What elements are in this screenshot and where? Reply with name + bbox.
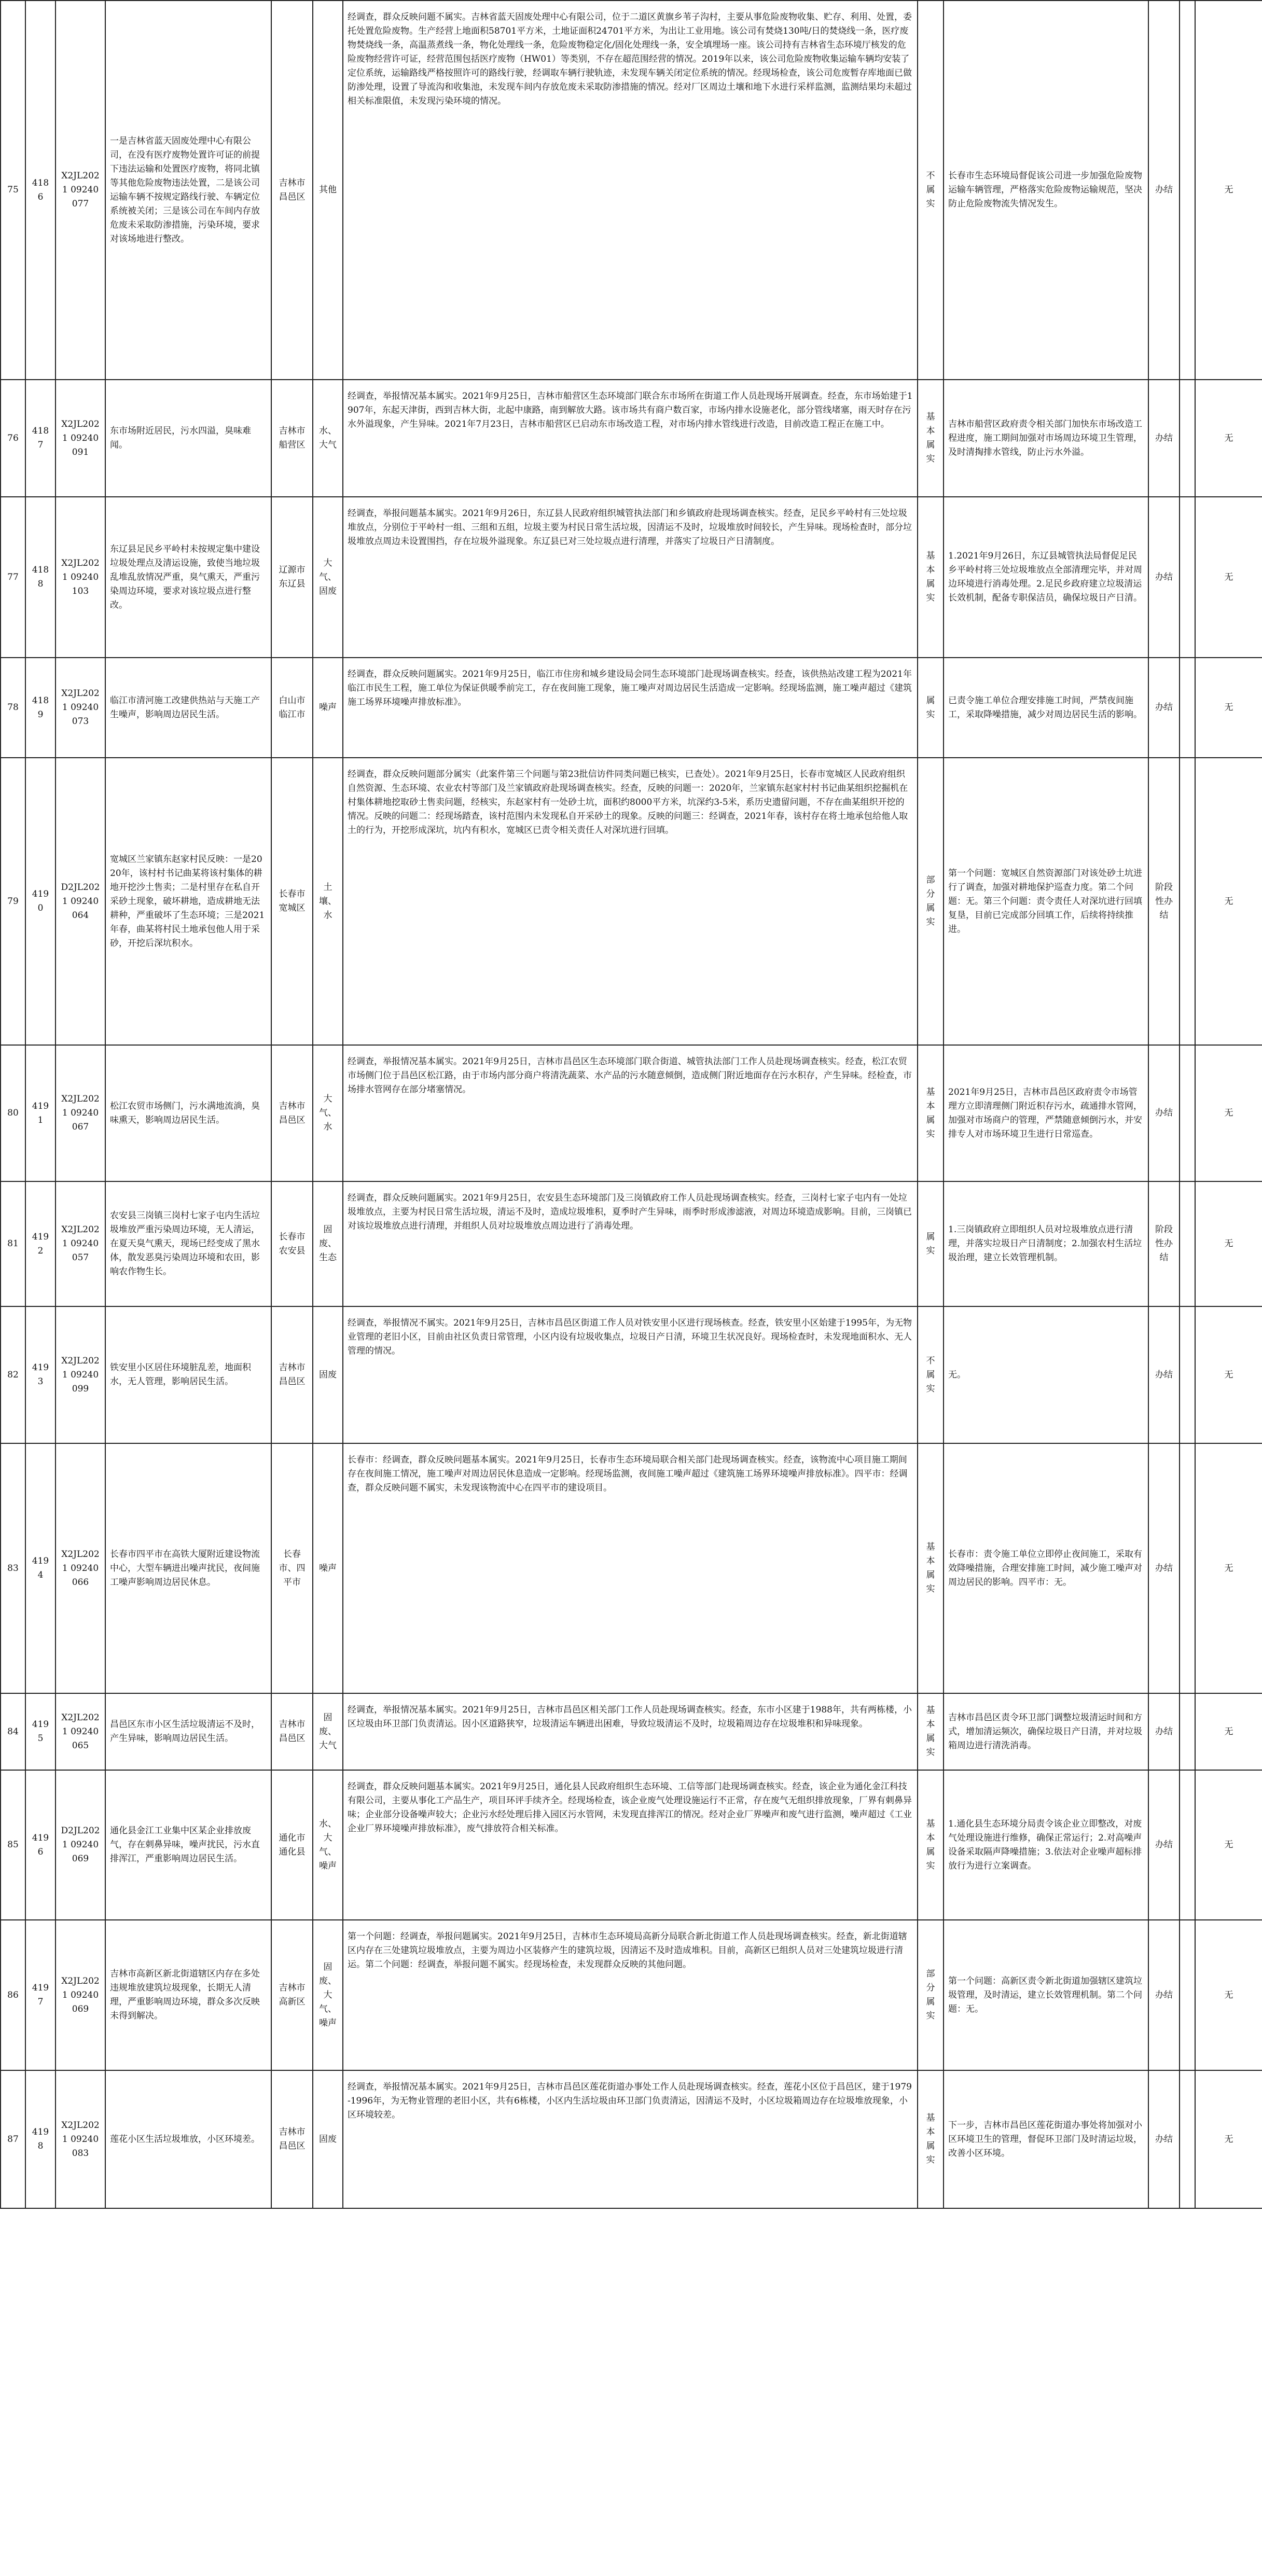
table-body xyxy=(1,1,1262,2208)
summary-cell: 吉林市高新区新北街道辖区内存在多处违规堆放建筑垃圾现象，长期无人清理，严重影响周边环境，群众多次反映未得到解决。 xyxy=(105,1920,271,2070)
gap-cell xyxy=(1180,1770,1195,1920)
code-cell: X2JL2021 09240077 xyxy=(56,1,105,380)
gap-cell xyxy=(1180,497,1195,658)
verdict-cell: 部分属实 xyxy=(918,1920,944,2070)
handling-cell: 1.三岗镇政府立即组织人员对垃圾堆放点进行清理，并落实垃圾日产日清制度；2.加强农村生活垃圾治理，建立长效管理机制。 xyxy=(944,1181,1148,1306)
region-cell: 通化市通化县 xyxy=(271,1770,313,1920)
gap-cell xyxy=(1180,1920,1195,2070)
verdict-cell: 基本属实 xyxy=(918,497,944,658)
detail-cell: 经调查，举报情况基本属实。2021年9月25日，吉林市昌邑区相关部门工作人员赴现场调查核实。经查，东市小区建于1988年，共有两栋楼，小区垃圾由环卫部门负责清运。因小区道路狭窄，垃圾清运车辆进出困难，导致垃圾清运不及时，垃圾箱周边存在垃圾堆积和异味现象。 xyxy=(343,1693,918,1770)
duty-cell: 无 xyxy=(1195,1770,1262,1920)
duty-cell: 无 xyxy=(1195,1693,1262,1770)
duty-cell: 无 xyxy=(1195,497,1262,658)
summary-cell: 莲花小区生活垃圾堆放，小区环境差。 xyxy=(105,2070,271,2208)
id-cell: 4196 xyxy=(25,1770,56,1920)
seq-cell: 85 xyxy=(1,1770,25,1920)
table-row xyxy=(1,380,1262,497)
id-cell: 4186 xyxy=(25,1,56,380)
region-cell: 吉林市高新区 xyxy=(271,1920,313,2070)
region-cell: 长春市、四平市 xyxy=(271,1443,313,1693)
type-cell: 固废、大气 xyxy=(313,1693,343,1770)
gap-cell xyxy=(1180,1306,1195,1443)
type-cell: 噪声 xyxy=(313,658,343,758)
table-row xyxy=(1,1,1262,380)
region-cell: 长春市宽城区 xyxy=(271,758,313,1045)
table-row xyxy=(1,2070,1262,2208)
table-row xyxy=(1,758,1262,1045)
verdict-cell: 基本属实 xyxy=(918,1693,944,1770)
type-cell: 固废、大气、噪声 xyxy=(313,1920,343,2070)
verdict-cell: 属实 xyxy=(918,658,944,758)
seq-cell: 77 xyxy=(1,497,25,658)
summary-cell: 松江农贸市场侧门，污水满地流淌，臭味熏天，影响周边居民生活。 xyxy=(105,1045,271,1181)
type-cell: 固废 xyxy=(313,2070,343,2208)
summary-cell: 通化县金江工业集中区某企业排放废气，存在刺鼻异味，噪声扰民，污水直排浑江，严重影响周边居民生活。 xyxy=(105,1770,271,1920)
duty-cell: 无 xyxy=(1195,2070,1262,2208)
region-cell: 长春市农安县 xyxy=(271,1181,313,1306)
verdict-cell: 基本属实 xyxy=(918,1443,944,1693)
detail-cell: 经调查，群众反映问题部分属实（此案件第三个问题与第23批信访件同类问题已核实，已查处）。2021年9月25日，长春市宽城区人民政府组织自然资源、生态环境、农业农村等部门及兰家镇政府赴现场调查核实。经查，反映的问题一：2020年，兰家镇东赵家村村书记曲某组织挖掘机在村集体耕地挖取砂土售卖问题，经核实，东赵家村有一处砂土坑，面积约8000平方米，坑深约3-5米，系历史遗留问题，不存在曲某组织开挖的情况。反映的问题二：经现场踏查，该村范围内未发现私自开采砂土的现象。反映的问题三：经调查，2021年春，该村存在将土地承包给他人取土的行为，开挖形成深坑，坑内有积水，宽城区已责令相关责任人对深坑进行回填。 xyxy=(343,758,918,1045)
summary-cell: 临江市清河施工改建供热站与天施工产生噪声，影响周边居民生活。 xyxy=(105,658,271,758)
id-cell: 4187 xyxy=(25,380,56,497)
gap-cell xyxy=(1180,658,1195,758)
status-cell: 办结 xyxy=(1148,1045,1180,1181)
code-cell: X2JL2021 09240083 xyxy=(56,2070,105,2208)
handling-cell: 已责令施工单位合理安排施工时间，严禁夜间施工，采取降噪措施，减少对周边居民生活的影响。 xyxy=(944,658,1148,758)
handling-cell: 吉林市船营区政府责令相关部门加快东市场改造工程进度，施工期间加强对市场周边环境卫生管理，及时清掏排水管线，防止污水外溢。 xyxy=(944,380,1148,497)
id-cell: 4198 xyxy=(25,2070,56,2208)
handling-cell: 1.2021年9月26日，东辽县城管执法局督促足民乡平岭村将三处垃圾堆放点全部清理完毕，并对周边环境进行消毒处理。2.足民乡政府建立垃圾清运长效机制，配备专职保洁员，确保垃圾日产日清。 xyxy=(944,497,1148,658)
status-cell: 办结 xyxy=(1148,497,1180,658)
duty-cell: 无 xyxy=(1195,1306,1262,1443)
handling-cell: 2021年9月25日，吉林市昌邑区政府责令市场管理方立即清理侧门附近积存污水，疏通排水管网，加强对市场商户的管理，严禁随意倾倒污水，并安排专人对市场环境卫生进行日常巡查。 xyxy=(944,1045,1148,1181)
code-cell: D2JL2021 09240069 xyxy=(56,1770,105,1920)
table-row xyxy=(1,658,1262,758)
handling-cell: 长春市：责令施工单位立即停止夜间施工，采取有效降噪措施，合理安排施工时间，减少施工噪声对周边居民的影响。四平市：无。 xyxy=(944,1443,1148,1693)
detail-cell: 经调查，举报情况基本属实。2021年9月25日，吉林市昌邑区莲花街道办事处工作人员赴现场调查核实。经查，莲花小区位于昌邑区，建于1979-1996年，为无物业管理的老旧小区，共有6栋楼，小区内生活垃圾由环卫部门负责清运，因清运不及时，小区垃圾箱周边存在垃圾堆放现象，小区环境较差。 xyxy=(343,2070,918,2208)
code-cell: X2JL2021 09240057 xyxy=(56,1181,105,1306)
handling-cell: 长春市生态环境局督促该公司进一步加强危险废物运输车辆管理，严格落实危险废物运输规范，坚决防止危险废物流失情况发生。 xyxy=(944,1,1148,380)
summary-cell: 长春市四平市在高铁大厦附近建设物流中心，大型车辆进出噪声扰民，夜间施工噪声影响周边居民休息。 xyxy=(105,1443,271,1693)
handling-cell: 第一个问题：宽城区自然资源部门对该处砂土坑进行了调查，加强对耕地保护巡查力度。第二个问题：无。第三个问题：责令责任人对深坑进行回填复垦，目前已完成部分回填工作，后续将持续推进。 xyxy=(944,758,1148,1045)
code-cell: X2JL2021 09240067 xyxy=(56,1045,105,1181)
code-cell: X2JL2021 09240073 xyxy=(56,658,105,758)
type-cell: 大气、固废 xyxy=(313,497,343,658)
region-cell: 吉林市昌邑区 xyxy=(271,2070,313,2208)
table-row xyxy=(1,1181,1262,1306)
seq-cell: 83 xyxy=(1,1443,25,1693)
handling-cell: 吉林市昌邑区责令环卫部门调整垃圾清运时间和方式，增加清运频次，确保垃圾日产日清，并对垃圾箱周边进行清洗消毒。 xyxy=(944,1693,1148,1770)
gap-cell xyxy=(1180,380,1195,497)
status-cell: 阶段性办结 xyxy=(1148,758,1180,1045)
type-cell: 固废 xyxy=(313,1306,343,1443)
id-cell: 4188 xyxy=(25,497,56,658)
handling-cell: 无。 xyxy=(944,1306,1148,1443)
summary-cell: 昌邑区东市小区生活垃圾清运不及时，产生异味，影响周边居民生活。 xyxy=(105,1693,271,1770)
table-row xyxy=(1,1306,1262,1443)
region-cell: 白山市临江市 xyxy=(271,658,313,758)
duty-cell: 无 xyxy=(1195,1443,1262,1693)
seq-cell: 80 xyxy=(1,1045,25,1181)
region-cell: 吉林市昌邑区 xyxy=(271,1045,313,1181)
gap-cell xyxy=(1180,1181,1195,1306)
seq-cell: 84 xyxy=(1,1693,25,1770)
region-cell: 吉林市船营区 xyxy=(271,380,313,497)
code-cell: X2JL2021 09240069 xyxy=(56,1920,105,2070)
seq-cell: 75 xyxy=(1,1,25,380)
code-cell: D2JL2021 09240064 xyxy=(56,758,105,1045)
seq-cell: 76 xyxy=(1,380,25,497)
region-cell: 辽源市东辽县 xyxy=(271,497,313,658)
summary-cell: 一是吉林省蓝天固废处理中心有限公司，在没有医疗废物处置许可证的前提下违法运输和处置医疗废物，将同北镇等其他危险废物违法处置，二是该公司运输车辆不按规定路线行驶、车辆定位系统被关闭；三是该公司在车间内存放危废未采取防渗措施，污染环境，要求对该场地进行整改。 xyxy=(105,1,271,380)
type-cell: 固废、生态 xyxy=(313,1181,343,1306)
verdict-cell: 不属实 xyxy=(918,1306,944,1443)
summary-cell: 东辽县足民乡平岭村未按规定集中建设垃圾处理点及清运设施，致使当地垃圾乱堆乱放情况严重，臭气熏天，严重污染周边环境，要求对该垃圾点进行整改。 xyxy=(105,497,271,658)
gap-cell xyxy=(1180,1693,1195,1770)
detail-cell: 经调查，举报情况基本属实。2021年9月25日，吉林市昌邑区生态环境部门联合街道、城管执法部门工作人员赴现场调查核实。经查，松江农贸市场侧门位于昌邑区松江路，由于市场内部分商户将清洗蔬菜、水产品的污水随意倾倒，造成侧门附近地面存在污水积存，产生异味。经检查，市场排水管网存在部分堵塞情况。 xyxy=(343,1045,918,1181)
id-cell: 4194 xyxy=(25,1443,56,1693)
region-cell: 吉林市昌邑区 xyxy=(271,1693,313,1770)
region-cell: 吉林市昌邑区 xyxy=(271,1306,313,1443)
detail-cell: 经调查，举报问题基本属实。2021年9月26日，东辽县人民政府组织城管执法部门和乡镇政府赴现场调查核实。经查，足民乡平岭村有三处垃圾堆放点，分别位于平岭村一组、三组和五组，垃圾主要为村民日常生活垃圾，因清运不及时，垃圾堆放时间较长，产生异味。现场检查时，部分垃圾堆放点周边未设置围挡，存在垃圾外溢现象。东辽县已对三处垃圾点进行清理，并落实了垃圾日产日清制度。 xyxy=(343,497,918,658)
duty-cell: 无 xyxy=(1195,1045,1262,1181)
gap-cell xyxy=(1180,758,1195,1045)
code-cell: X2JL2021 09240091 xyxy=(56,380,105,497)
duty-cell: 无 xyxy=(1195,1181,1262,1306)
status-cell: 办结 xyxy=(1148,1443,1180,1693)
code-cell: X2JL2021 09240066 xyxy=(56,1443,105,1693)
summary-cell: 铁安里小区居住环境脏乱差，地面积水，无人管理，影响居民生活。 xyxy=(105,1306,271,1443)
detail-cell: 经调查，群众反映问题属实。2021年9月25日，临江市住房和城乡建设局会同生态环境部门赴现场调查核实。经查，该供热站改建工程为2021年临江市民生工程，施工单位为保证供暖季前完工，存在夜间施工现象，施工噪声对周边居民生活造成一定影响。经现场监测，施工噪声超过《建筑施工场界环境噪声排放标准》。 xyxy=(343,658,918,758)
table-row xyxy=(1,1920,1262,2070)
id-cell: 4193 xyxy=(25,1306,56,1443)
type-cell: 水、大气、噪声 xyxy=(313,1770,343,1920)
seq-cell: 86 xyxy=(1,1920,25,2070)
summary-cell: 东市场附近居民，污水四溢，臭味难闻。 xyxy=(105,380,271,497)
status-cell: 办结 xyxy=(1148,1693,1180,1770)
duty-cell: 无 xyxy=(1195,658,1262,758)
verdict-cell: 不属实 xyxy=(918,1,944,380)
table-row xyxy=(1,1693,1262,1770)
gap-cell xyxy=(1180,1443,1195,1693)
status-cell: 阶段性办结 xyxy=(1148,1181,1180,1306)
status-cell: 办结 xyxy=(1148,1920,1180,2070)
type-cell: 水、大气 xyxy=(313,380,343,497)
gap-cell xyxy=(1180,2070,1195,2208)
table-row xyxy=(1,497,1262,658)
detail-cell: 经调查，举报情况不属实。2021年9月25日，吉林市昌邑区街道工作人员对铁安里小区进行现场核查。经查，铁安里小区始建于1995年，为无物业管理的老旧小区，目前由社区负责日常管理，小区内设有垃圾收集点，垃圾日产日清，环境卫生状况良好。现场检查时，未发现地面积水、无人管理的情况。 xyxy=(343,1306,918,1443)
seq-cell: 82 xyxy=(1,1306,25,1443)
id-cell: 4192 xyxy=(25,1181,56,1306)
seq-cell: 81 xyxy=(1,1181,25,1306)
verdict-cell: 基本属实 xyxy=(918,1770,944,1920)
handling-cell: 1.通化县生态环境分局责令该企业立即整改，对废气处理设施进行维修，确保正常运行；2.对高噪声设备采取隔声降噪措施；3.依法对企业噪声超标排放行为进行立案调查。 xyxy=(944,1770,1148,1920)
status-cell: 办结 xyxy=(1148,380,1180,497)
verdict-cell: 基本属实 xyxy=(918,380,944,497)
seq-cell: 78 xyxy=(1,658,25,758)
type-cell: 其他 xyxy=(313,1,343,380)
gap-cell xyxy=(1180,1,1195,380)
id-cell: 4189 xyxy=(25,658,56,758)
verdict-cell: 基本属实 xyxy=(918,1045,944,1181)
type-cell: 土壤、水 xyxy=(313,758,343,1045)
table-row xyxy=(1,1045,1262,1181)
gap-cell xyxy=(1180,1045,1195,1181)
verdict-cell: 部分属实 xyxy=(918,758,944,1045)
duty-cell: 无 xyxy=(1195,758,1262,1045)
code-cell: X2JL2021 09240103 xyxy=(56,497,105,658)
detail-cell: 长春市：经调查，群众反映问题基本属实。2021年9月25日，长春市生态环境局联合相关部门赴现场调查核实。经查，该物流中心项目施工期间存在夜间施工情况，施工噪声对周边居民休息造成一定影响。经现场监测，夜间施工噪声超过《建筑施工场界环境噪声排放标准》。四平市：经调查，群众反映问题不属实，未发现该物流中心在四平市的建设项目。 xyxy=(343,1443,918,1693)
type-cell: 大气、水 xyxy=(313,1045,343,1181)
region-cell: 吉林市昌邑区 xyxy=(271,1,313,380)
duty-cell: 无 xyxy=(1195,1920,1262,2070)
code-cell: X2JL2021 09240065 xyxy=(56,1693,105,1770)
verdict-cell: 基本属实 xyxy=(918,2070,944,2208)
status-cell: 办结 xyxy=(1148,1,1180,380)
id-cell: 4191 xyxy=(25,1045,56,1181)
summary-cell: 农安县三岗镇三岗村七家子屯内生活垃圾堆放严重污染周边环境，无人清运，在夏天臭气熏天，现场已经变成了黑水体，散发恶臭污染周边环境和农田，影响农作物生长。 xyxy=(105,1181,271,1306)
table-row xyxy=(1,1443,1262,1693)
detail-cell: 经调查，举报情况基本属实。2021年9月25日，吉林市船营区生态环境部门联合东市场所在街道工作人员赴现场开展调查。经查，东市场始建于1907年，东起天津街，西到吉林大街，北起中康路，南到解放大路。该市场共有商户数百家，市场内排水设施老化，部分管线堵塞，雨天时存在污水外溢现象，产生异味。2021年7月23日，吉林市船营区已启动东市场改造工程，对市场内排水管线进行改造，目前改造工程正在施工中。 xyxy=(343,380,918,497)
detail-cell: 经调查，群众反映问题属实。2021年9月25日，农安县生态环境部门及三岗镇政府工作人员赴现场调查核实。经查，三岗村七家子屯内有一处垃圾堆放点，主要为村民日常生活垃圾，清运不及时，造成垃圾堆积，夏季时产生异味，雨季时形成渗滤液，对周边环境造成影响。目前，三岗镇已对该垃圾堆放点进行清理，并组织人员对垃圾堆放点周边进行了消毒处理。 xyxy=(343,1181,918,1306)
code-cell: X2JL2021 09240099 xyxy=(56,1306,105,1443)
handling-cell: 下一步，吉林市昌邑区莲花街道办事处将加强对小区环境卫生的管理，督促环卫部门及时清运垃圾，改善小区环境。 xyxy=(944,2070,1148,2208)
duty-cell: 无 xyxy=(1195,380,1262,497)
handling-cell: 第一个问题：高新区责令新北街道加强辖区建筑垃圾管理，及时清运，建立长效管理机制。第二个问题：无。 xyxy=(944,1920,1148,2070)
id-cell: 4195 xyxy=(25,1693,56,1770)
status-cell: 办结 xyxy=(1148,1770,1180,1920)
status-cell: 办结 xyxy=(1148,658,1180,758)
id-cell: 4190 xyxy=(25,758,56,1045)
table-row xyxy=(1,1770,1262,1920)
id-cell: 4197 xyxy=(25,1920,56,2070)
summary-cell: 宽城区兰家镇东赵家村民反映：一是2020年，该村村书记曲某将该村集体的耕地开挖沙土售卖；二是村里存在私自开采砂土现象，破坏耕地，造成耕地无法耕种，严重破坏了生态环境；三是2021年春，曲某将村民土地承包他人用于采砂，开挖后深坑积水。 xyxy=(105,758,271,1045)
detail-cell: 经调查，群众反映问题不属实。吉林省蓝天固废处理中心有限公司，位于二道区黄旗乡苇子沟村，主要从事危险废物收集、贮存、利用、处置，委托处置危险废物。生产经营上地面积58701平方米，土地证面积24701平方米，为出让工业用地。该公司有焚烧130吨/日的焚烧线一条，医疗废物焚烧线一条，高温蒸煮线一条，物化处理线一条，危险废物稳定化/固化处理线一条，安全填埋场一座。该公司持有吉林省生态环境厅核发的危险废物经营许可证，经营范围包括医疗废物（HW01）等类别，不存在超范围经营的情况。2019年以来，该公司危险废物收集运输车辆均安装了定位系统，运输路线严格按照许可的路线行驶，经调取车辆行驶轨迹，未发现车辆关闭定位系统的情况。经现场检查，该公司危废暂存库地面已做防渗处理，设置了导流沟和收集池，未发现车间内存放危废未采取防渗措施的情况。经对厂区周边土壤和地下水进行采样监测，监测结果均未超过相关标准限值，未发现污染环境的情况。 xyxy=(343,1,918,380)
verdict-cell: 属实 xyxy=(918,1181,944,1306)
status-cell: 办结 xyxy=(1148,1306,1180,1443)
status-cell: 办结 xyxy=(1148,2070,1180,2208)
detail-cell: 经调查，群众反映问题基本属实。2021年9月25日，通化县人民政府组织生态环境、工信等部门赴现场调查核实。经查，该企业为通化金江科技有限公司，主要从事化工产品生产，项目环评手续齐全。经现场检查，该企业废气处理设施运行不正常，存在废气无组织排放现象，厂界有刺鼻异味；企业部分设备噪声较大；企业污水经处理后排入园区污水管网，未发现直排浑江的情况。经对企业厂界噪声和废气进行监测，噪声超过《工业企业厂界环境噪声排放标准》，废气排放符合相关标准。 xyxy=(343,1770,918,1920)
seq-cell: 79 xyxy=(1,758,25,1045)
seq-cell: 87 xyxy=(1,2070,25,2208)
duty-cell: 无 xyxy=(1195,1,1262,380)
detail-cell: 第一个问题：经调查，举报问题属实。2021年9月25日，吉林市生态环境局高新分局联合新北街道工作人员赴现场调查核实。经查，新北街道辖区内存在三处建筑垃圾堆放点，主要为周边小区装修产生的建筑垃圾，因清运不及时造成堆积。目前，高新区已组织人员对三处建筑垃圾进行清运。第二个问题：经调查，举报问题不属实。经现场检查，未发现群众反映的其他问题。 xyxy=(343,1920,918,2070)
type-cell: 噪声 xyxy=(313,1443,343,1693)
